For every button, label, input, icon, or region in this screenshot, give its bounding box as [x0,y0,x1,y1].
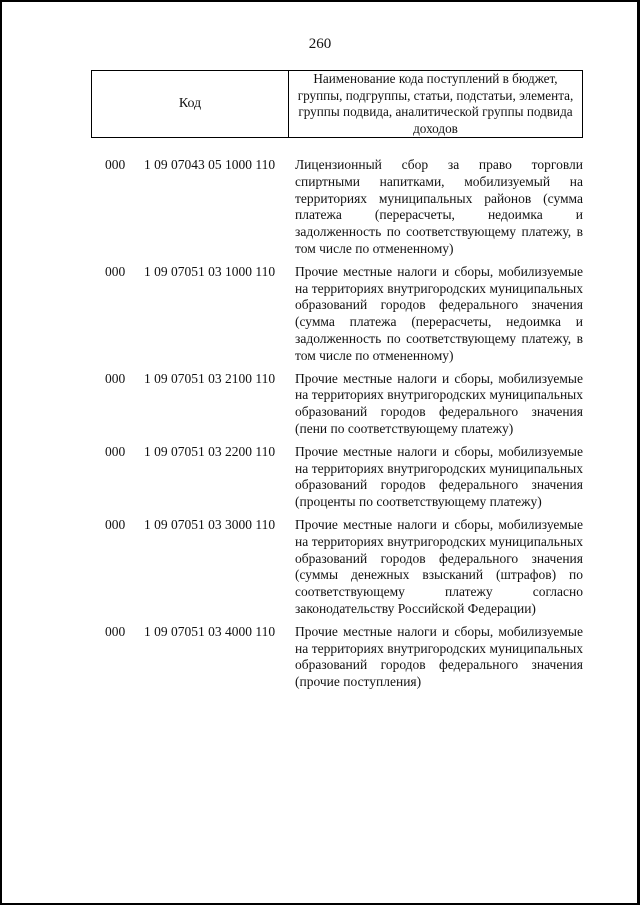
income-code: 1 09 07051 03 4000 110 [144,623,276,639]
page-number: 260 [308,36,332,52]
table-row [0,155,640,258]
admin-code: 000 [105,443,126,459]
table-row [0,442,640,511]
income-description: Лицензионный сбор за право торговли спиртными напитками, мобилизуемый на территориях муниципальных районов (сумма платежа (перерасчеты, недоимка и задолженность по соответствующему платежу, в том числе по отмененному) [295,157,583,256]
income-description: Прочие местные налоги и сборы, мобилизуемые на территориях внутригородских муниципальных образований городов федерального значения (прочие поступления) [295,623,583,690]
admin-code: 000 [105,263,126,279]
income-description: Прочие местные налоги и сборы, мобилизуемые на территориях внутригородских муниципальных образований городов федерального значения (сумма платежа (перерасчеты, недоимка и задолженность по соответствующему платежу, в том числе по отмененному) [295,263,583,363]
table-row [0,622,640,691]
header-name-cell: Наименование кода поступлений в бюджет, группы, подгруппы, статьи, подстатьи, элемента, группы подвида, аналитической группы подвида доходов [297,71,574,136]
table-header [91,70,583,138]
income-description: Прочие местные налоги и сборы, мобилизуемые на территориях внутригородских муниципальных образований городов федерального значения (проценты по соответствующему платежу) [295,443,583,510]
scan-border-top [0,0,640,2]
income-code: 1 09 07043 05 1000 110 [144,157,276,172]
income-code: 1 09 07051 03 2200 110 [144,443,276,459]
admin-code: 000 [105,516,126,532]
admin-code: 000 [105,623,126,639]
table-row [0,515,640,618]
income-code: 1 09 07051 03 2100 110 [144,370,276,386]
header-code-cell: Код [92,71,289,137]
income-codes-list [0,155,640,695]
income-code: 1 09 07051 03 3000 110 [144,516,276,532]
table-row [0,369,640,438]
income-description: Прочие местные налоги и сборы, мобилизуемые на территориях внутригородских муниципальных образований городов федерального значения (суммы денежных взысканий (штрафов) по соответствующему платежу согласно законодательству Российской Федерации) [295,516,583,616]
table-row [0,262,640,365]
admin-code: 000 [105,370,126,386]
admin-code: 000 [105,157,126,172]
income-description: Прочие местные налоги и сборы, мобилизуемые на территориях внутригородских муниципальных образований городов федерального значения (пени по соответствующему платежу) [295,370,583,436]
income-code: 1 09 07051 03 1000 110 [144,263,276,279]
